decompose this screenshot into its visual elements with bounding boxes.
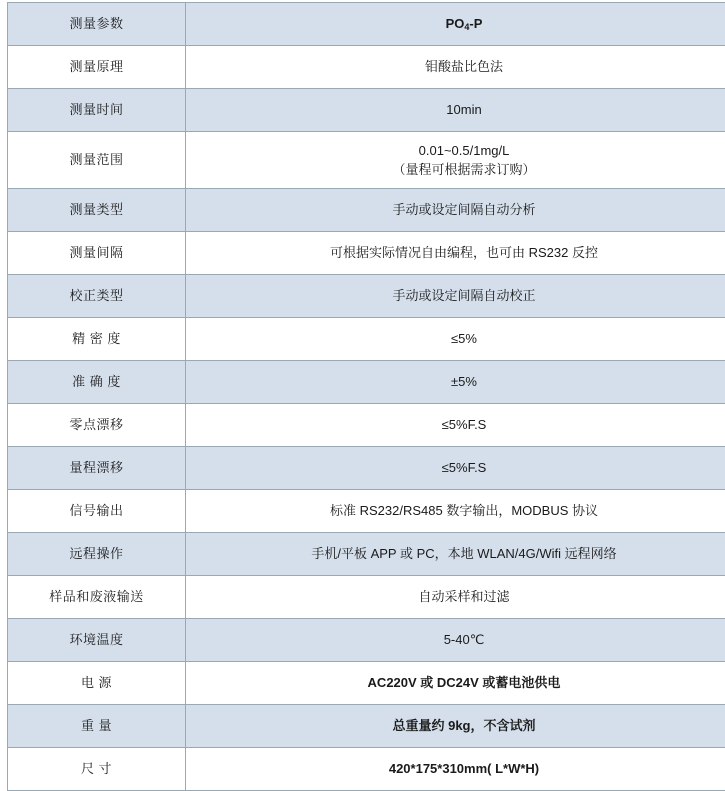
table-row [8,404,725,447]
table-row [8,748,725,791]
row-param-label: 测量参数 [8,3,186,46]
row-param-label: 精 密 度 [8,318,186,361]
row-value: ±5% [186,361,725,404]
row-param-label: 样品和废液输送 [8,576,186,619]
table-row [8,619,725,662]
row-value: 手机/平板 APP 或 PC，本地 WLAN/4G/Wifi 远程网络 [186,533,725,576]
table-row [8,533,725,576]
row-value-text: $PO_4-P$ [192,14,725,35]
row-value: 可根据实际情况自由编程，也可由 RS232 反控 [186,232,725,275]
table-row [8,89,725,132]
row-param-label: 测量原理 [8,46,186,89]
table-row [8,447,725,490]
table-row [8,361,725,404]
table-row [8,132,725,189]
table-row [8,275,725,318]
table-row [8,576,725,619]
row-param-label: 尺 寸 [8,748,186,791]
table-row [8,490,725,533]
row-param-label: 信号输出 [8,490,186,533]
row-param-label: 准 确 度 [8,361,186,404]
row-param-label: 重 量 [8,705,186,748]
row-value: 钼酸盐比色法 [186,46,725,89]
row-param-label: 电 源 [8,662,186,705]
table-row [8,232,725,275]
row-value: ≤5%F.S [186,404,725,447]
specification-table [7,2,725,791]
row-value: ≤5% [186,318,725,361]
row-value: 手动或设定间隔自动分析 [186,189,725,232]
table-row [8,662,725,705]
table-body [8,3,725,791]
row-param-label: 测量范围 [8,132,186,189]
row-value: 5-40℃ [186,619,725,662]
row-param-label: 校正类型 [8,275,186,318]
row-param-label: 远程操作 [8,533,186,576]
row-value: 自动采样和过滤 [186,576,725,619]
table-row [8,3,725,46]
table-row [8,318,725,361]
row-value: 10min [186,89,725,132]
row-value [186,132,725,189]
table-row [8,46,725,89]
row-value-line-1: 0.01~0.5/1mg/L [192,141,725,161]
row-value: 标准 RS232/RS485 数字输出，MODBUS 协议 [186,490,725,533]
row-value: 总重量约 9kg，不含试剂 [186,705,725,748]
row-value [186,3,725,46]
row-param-label: 零点漂移 [8,404,186,447]
row-value: AC220V 或 DC24V 或蓄电池供电 [186,662,725,705]
row-value-line-2: （量程可根据需求订购） [192,160,725,180]
row-value: 420*175*310mm( L*W*H) [186,748,725,791]
row-value: 手动或设定间隔自动校正 [186,275,725,318]
row-param-label: 测量间隔 [8,232,186,275]
row-value: ≤5%F.S [186,447,725,490]
subscript-4: 4 [464,22,469,32]
row-param-label: 测量时间 [8,89,186,132]
row-param-label: 量程漂移 [8,447,186,490]
row-param-label: 测量类型 [8,189,186,232]
table-row [8,189,725,232]
row-param-label: 环境温度 [8,619,186,662]
